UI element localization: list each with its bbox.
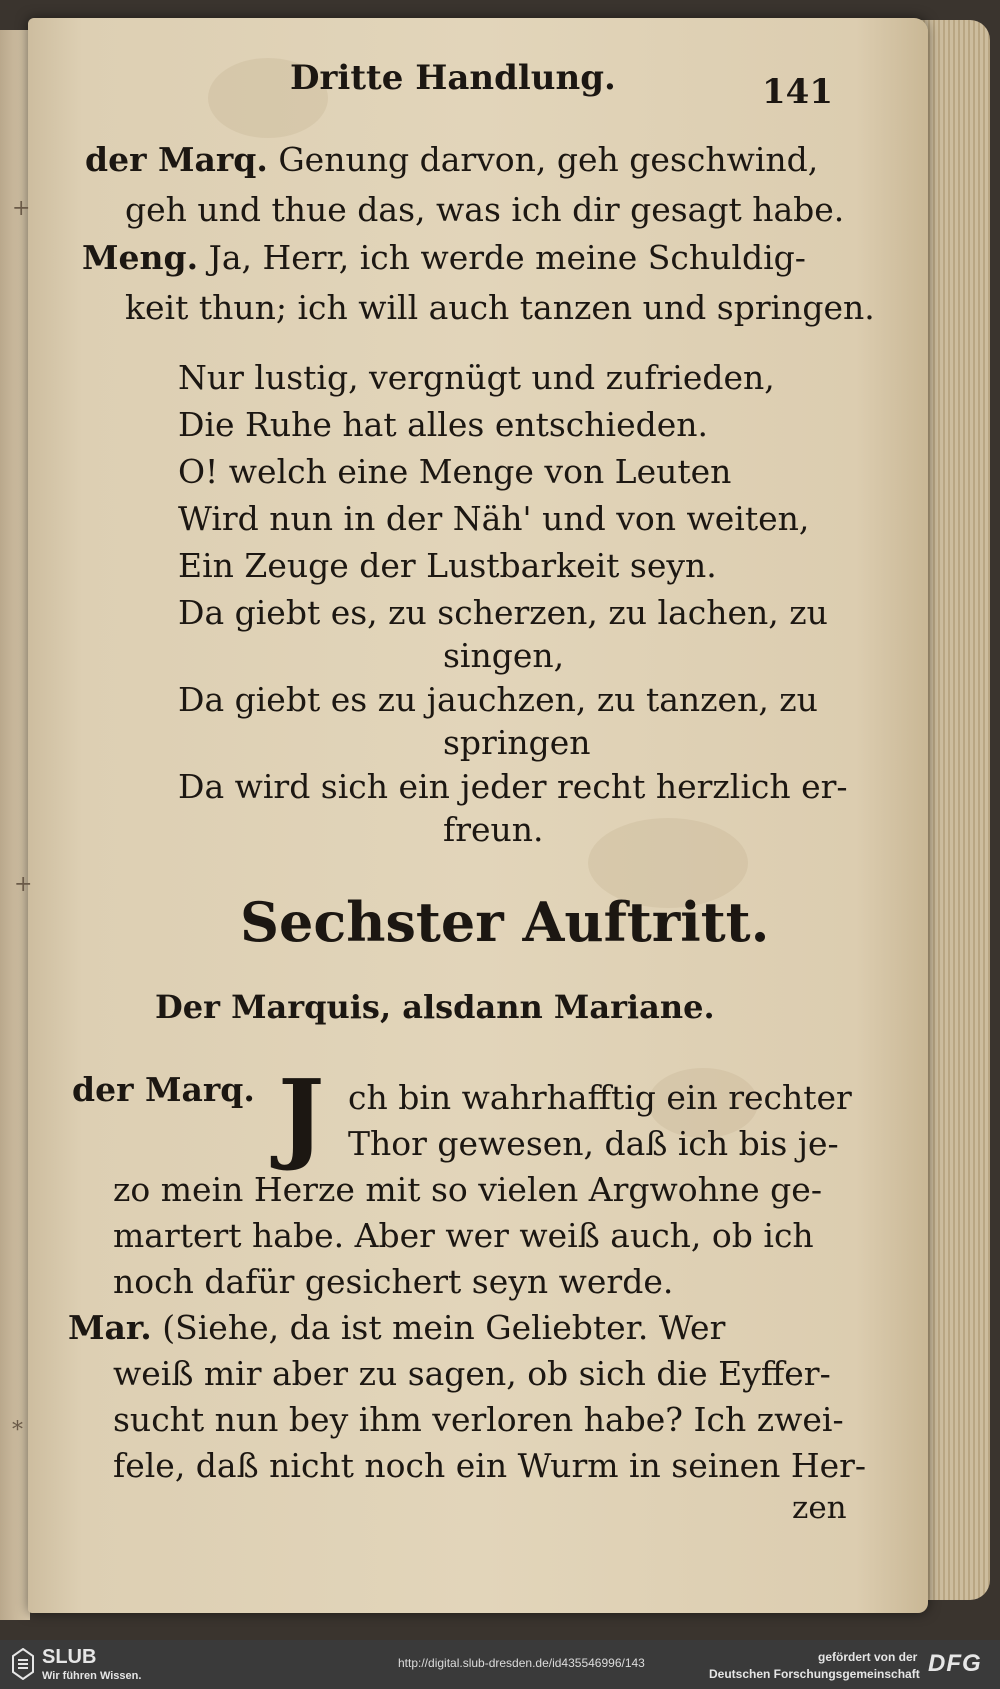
dialogue-text: Genung darvon, geh geschwind, bbox=[278, 140, 819, 179]
speaker-name: der Marq. bbox=[72, 1070, 255, 1109]
dfg-logo[interactable]: DFG bbox=[928, 1650, 982, 1677]
slub-logo-tagline: Wir führen Wissen. bbox=[42, 1670, 142, 1682]
dialogue-line bbox=[68, 1308, 725, 1347]
scene-title: Sechster Auftritt. bbox=[240, 890, 770, 954]
dialogue-line: fele, daß nicht noch ein Wurm in seinen Her- bbox=[113, 1446, 867, 1485]
dialogue-line: keit thun; ich will auch tanzen und springen. bbox=[125, 288, 875, 327]
slub-logo-icon bbox=[12, 1648, 34, 1680]
scene-cast: Der Marquis, alsdann Mariane. bbox=[155, 988, 715, 1026]
speaker-name: der Marq. bbox=[85, 140, 268, 179]
song-line: O! welch eine Menge von Leuten bbox=[178, 452, 732, 491]
song-line: springen bbox=[443, 723, 591, 762]
binding-thread-mark: + bbox=[14, 872, 33, 897]
binding-thread-mark: * bbox=[12, 1418, 23, 1443]
song-line: Die Ruhe hat alles entschieden. bbox=[178, 405, 709, 444]
catchword: zen bbox=[792, 1490, 847, 1526]
page-stack-edge bbox=[920, 20, 990, 1600]
speaker-name: Meng. bbox=[82, 238, 199, 277]
dialogue-line: Thor gewesen, daß ich bis je- bbox=[348, 1124, 839, 1163]
song-line: Da wird sich ein jeder recht herzlich er- bbox=[178, 767, 848, 806]
speaker-name: Mar. bbox=[68, 1308, 152, 1347]
song-line: freun. bbox=[443, 810, 544, 849]
dialogue-line: ch bin wahrhafftig ein rechter bbox=[348, 1078, 852, 1117]
dialogue-line bbox=[85, 140, 818, 179]
binding-thread-mark: + bbox=[12, 196, 31, 221]
dialogue-line: martert habe. Aber wer weiß auch, ob ich bbox=[113, 1216, 814, 1255]
dialogue-line: weiß mir aber zu sagen, ob sich die Eyffer- bbox=[113, 1354, 831, 1393]
song-line: Da giebt es zu jauchzen, zu tanzen, zu bbox=[178, 680, 818, 719]
song-line: Da giebt es, zu scherzen, zu lachen, zu bbox=[178, 593, 828, 632]
page-number: 141 bbox=[762, 72, 833, 112]
dialogue-text: Ja, Herr, ich werde meine Schuldig- bbox=[208, 238, 806, 277]
dialogue-line: geh und thue das, was ich dir gesagt habe. bbox=[125, 190, 845, 229]
viewer-footer bbox=[0, 1640, 1000, 1689]
dialogue-line: noch dafür gesichert seyn werde. bbox=[113, 1262, 674, 1301]
left-page-edge bbox=[0, 30, 33, 1620]
dialogue-line: sucht nun bey ihm verloren habe? Ich zwei- bbox=[113, 1400, 844, 1439]
slub-logo-name[interactable]: SLUB bbox=[42, 1646, 97, 1668]
dialogue-text: (Siehe, da ist mein Geliebter. Wer bbox=[162, 1308, 726, 1347]
drop-capital: J bbox=[278, 1059, 325, 1174]
song-line: Ein Zeuge der Lustbarkeit seyn. bbox=[178, 546, 717, 585]
song-line: Wird nun in der Näh' und von weiten, bbox=[178, 499, 810, 538]
permalink-url[interactable]: http://digital.slub-dresden.de/id435546996/143 bbox=[398, 1656, 645, 1670]
song-line: Nur lustig, vergnügt und zufrieden, bbox=[178, 358, 775, 397]
running-header: Dritte Handlung. bbox=[290, 58, 616, 98]
funding-note-line2: Deutschen Forschungsgemeinschaft bbox=[709, 1667, 920, 1681]
funding-note-line1: gefördert von der bbox=[818, 1650, 918, 1664]
dialogue-line: zo mein Herze mit so vielen Argwohne ge- bbox=[113, 1170, 822, 1209]
dialogue-line bbox=[82, 238, 806, 277]
song-line: singen, bbox=[443, 636, 565, 675]
